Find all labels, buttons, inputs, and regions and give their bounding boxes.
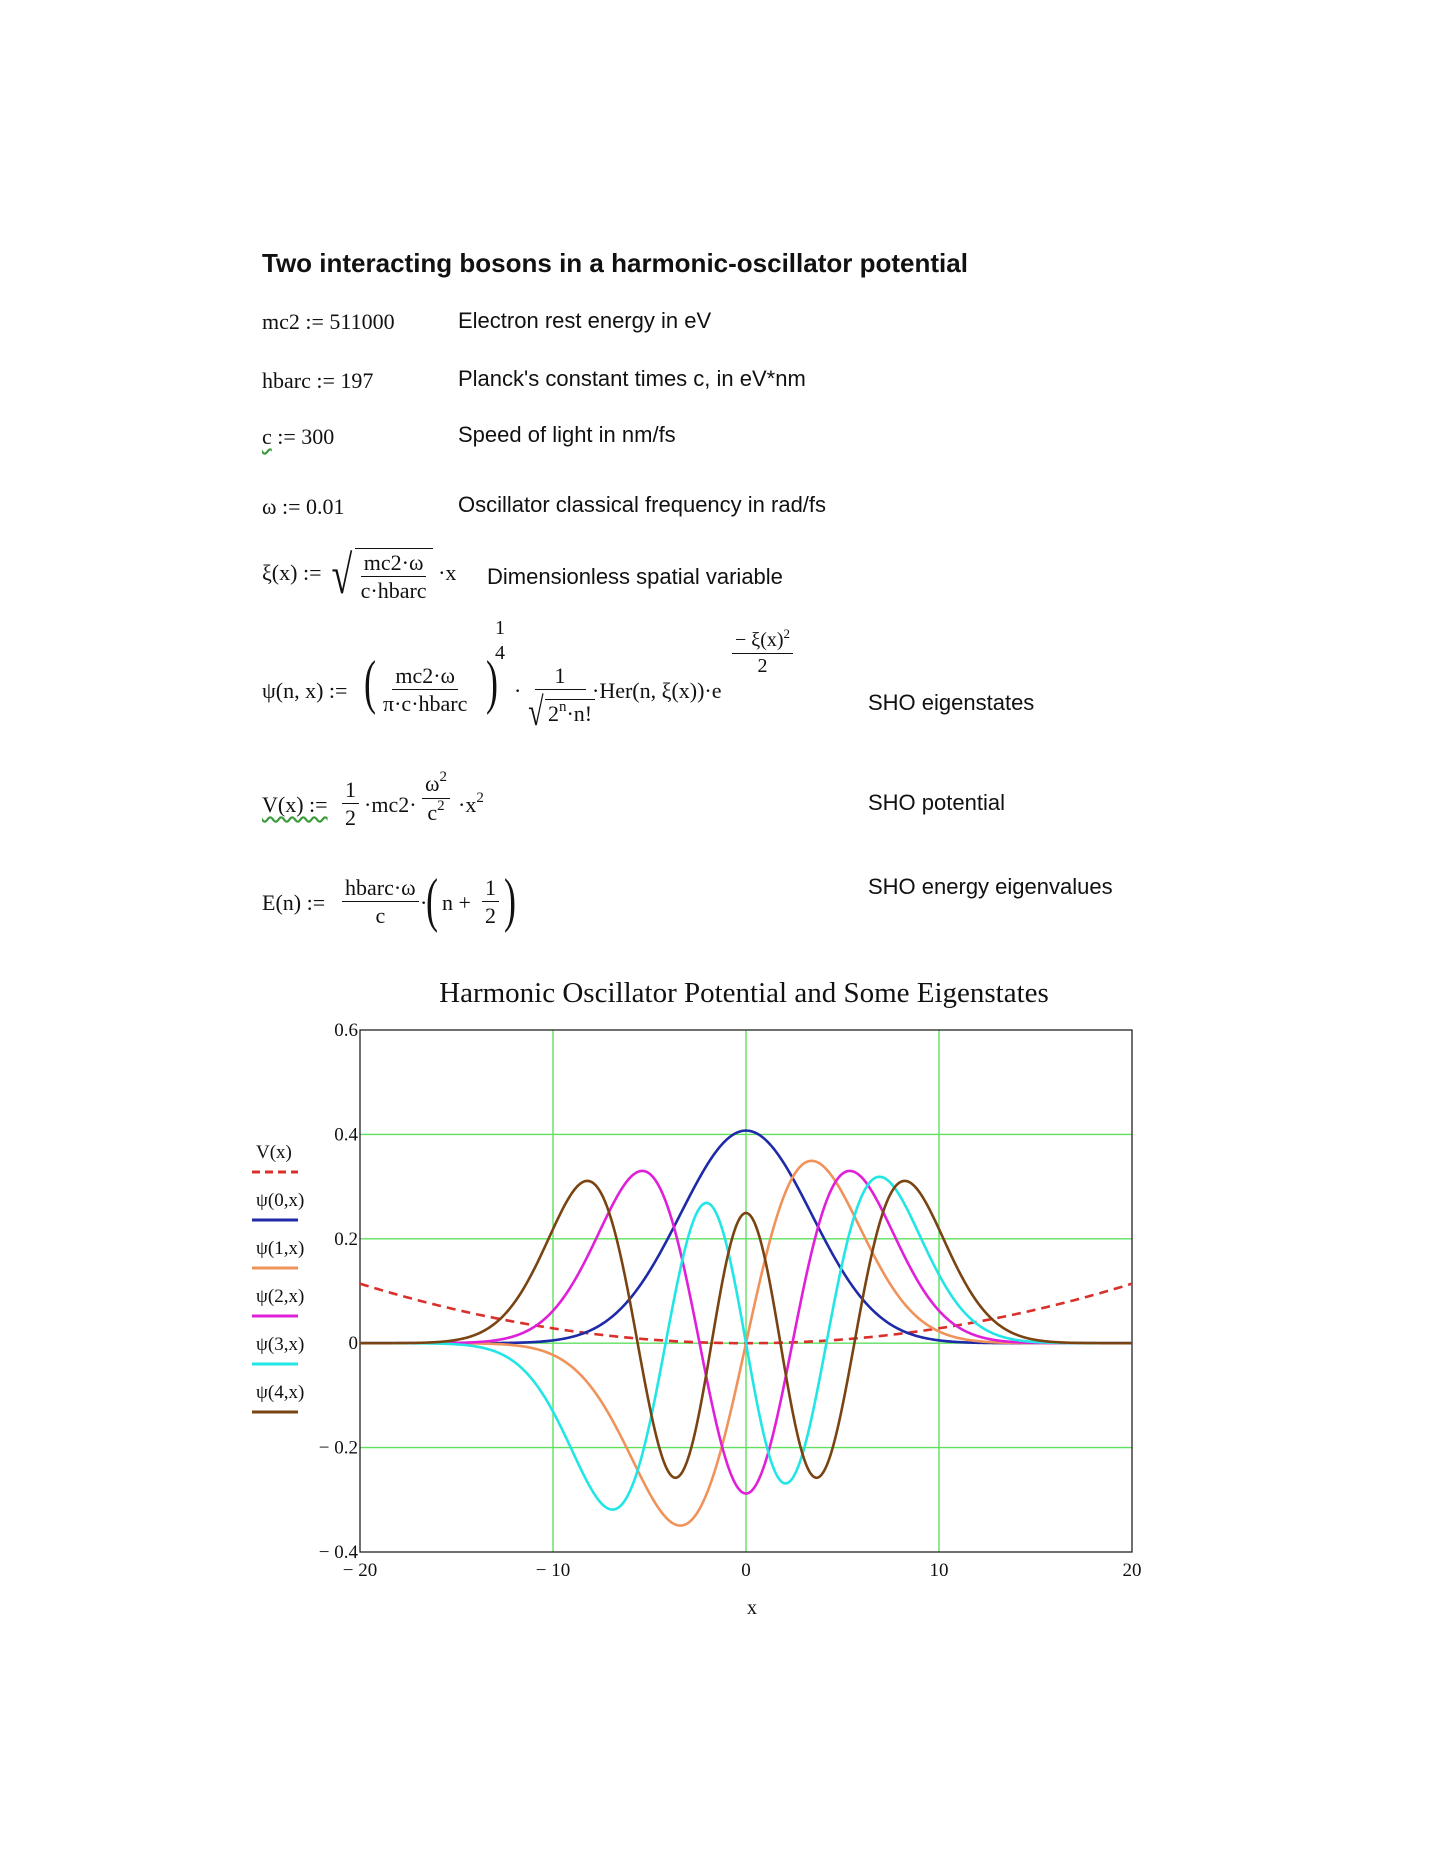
- formula-psi-lhs: ψ(n, x) :=: [262, 678, 348, 703]
- formula-psi-e-exp-num: − ξ(x): [735, 629, 784, 651]
- formula-energy-den: c: [375, 903, 386, 929]
- y-tick-label-4: 0.4: [334, 1124, 358, 1146]
- x-tick-label-1: − 10: [535, 1560, 571, 1581]
- def-hbarc-assign: :=: [316, 368, 335, 393]
- formula-xi-sqrt: √ $\frac{mc2\cdot\omega}{\text{c·hbarc}}$: [327, 548, 433, 602]
- desc-xi: Dimensionless spatial variable: [487, 564, 783, 589]
- formula-psi[interactable]: ψ(n, x) := ( mc2·ω π·c·hbarc ) 1 4 · 1 √ $2^n\cdot n$! ·Her(n, ξ(x))·e $\frac{- \xi(x)^2}{2}$: [262, 660, 822, 750]
- formula-psi-e-exp-sup: 2: [783, 626, 791, 641]
- def-c-lhs: c: [262, 424, 272, 449]
- formula-potential-mid: ·mc2·: [364, 792, 417, 817]
- formula-energy-paren-left: n +: [442, 890, 471, 915]
- y-tick-label-3: 0.2: [334, 1228, 358, 1250]
- formula-potential-w-den: c: [427, 799, 438, 825]
- def-omega-rhs: 0.01: [306, 494, 345, 519]
- formula-psi-den: π·c·hbarc: [383, 691, 468, 717]
- y-tick-label-1: − 0.2: [318, 1437, 358, 1459]
- formula-xi-num: mc2·ω: [361, 551, 427, 577]
- formula-psi-norm-rad: 2: [547, 700, 559, 726]
- def-omega-assign: :=: [281, 494, 301, 519]
- formula-psi-mid: ·Her(n, ξ(x))·e: [592, 678, 722, 703]
- x-tick-label-4: 20: [1122, 1560, 1142, 1581]
- formula-energy[interactable]: E(n) := hbarc·ω c · ( n + $\frac{1}{2}$ ): [262, 867, 516, 933]
- formula-potential-half-num: 1: [342, 778, 359, 804]
- formula-xi-tail: ·x: [438, 560, 457, 586]
- legend-label-1: ψ(0,x): [256, 1190, 305, 1211]
- y-tick-label-0: − 0.4: [318, 1542, 358, 1563]
- formula-psi-norm-num: 1: [535, 664, 586, 690]
- desc-potential: SHO potential: [868, 790, 1005, 815]
- x-axis-label: x: [747, 1597, 757, 1619]
- formula-potential-w-num: ω: [425, 771, 440, 796]
- def-mc2-lhs: mc2: [262, 309, 300, 334]
- formula-psi-num: mc2·ω: [392, 664, 458, 690]
- desc-c: Speed of light in nm/fs: [458, 422, 676, 447]
- formula-potential-w-den-sup: 2: [437, 797, 445, 814]
- y-tick-label-2: 0: [348, 1333, 358, 1355]
- legend-label-3: ψ(2,x): [256, 1286, 305, 1307]
- worksheet-title: Two interacting bosons in a harmonic-oscillator potential: [262, 248, 968, 278]
- formula-potential-lhs: V(x) :=: [262, 792, 328, 817]
- def-c-rhs: 300: [301, 424, 335, 449]
- chart-legend: [252, 1142, 304, 1412]
- formula-psi-norm-rad-tail: ·n!: [566, 700, 593, 726]
- formula-psi-e-exp-den: 2: [757, 655, 768, 677]
- formula-potential-tail-sup: 2: [476, 790, 484, 806]
- legend-label-0: V(x): [256, 1142, 292, 1163]
- def-mc2-assign: :=: [305, 309, 324, 334]
- formula-psi-exp-num: 1: [495, 617, 505, 639]
- chart-grid: [360, 1030, 1132, 1552]
- legend-label-5: ψ(4,x): [256, 1382, 305, 1403]
- x-tick-label-0: − 20: [342, 1560, 378, 1581]
- chart-ticks: [319, 1020, 1142, 1581]
- formula-psi-norm-den: √ $2^n\cdot n$!: [522, 690, 598, 732]
- x-tick-label-2: 0: [741, 1560, 751, 1581]
- formula-energy-lhs: E(n) :=: [262, 890, 326, 915]
- desc-energy: SHO energy eigenvalues: [868, 874, 1113, 899]
- formula-psi-norm-rad-sup: n: [558, 698, 567, 715]
- chart-title: Harmonic Oscillator Potential and Some Eigenstates: [439, 977, 1049, 1009]
- desc-mc2: Electron rest energy in eV: [458, 308, 712, 333]
- def-c-assign: :=: [277, 424, 296, 449]
- formula-energy-half-num: 1: [482, 876, 499, 902]
- formula-energy-num: hbarc·ω: [342, 876, 419, 902]
- legend-label-2: ψ(1,x): [256, 1238, 305, 1259]
- desc-hbarc: Planck's constant times c, in eV*nm: [458, 366, 806, 391]
- formula-potential-half-den: 2: [345, 805, 356, 831]
- def-mc2-rhs: 511000: [329, 309, 395, 334]
- desc-omega: Oscillator classical frequency in rad/fs: [458, 492, 827, 517]
- desc-psi: SHO eigenstates: [868, 690, 1035, 715]
- def-hbarc-rhs: 197: [340, 368, 374, 393]
- formula-xi-den: c·hbarc: [360, 578, 427, 604]
- formula-energy-half-den: 2: [485, 903, 496, 929]
- y-tick-label-5: 0.6: [334, 1020, 358, 1041]
- formula-potential-tail: ·x: [458, 792, 477, 817]
- x-tick-label-3: 10: [929, 1560, 949, 1581]
- formula-psi-exp-den: 4: [495, 642, 505, 664]
- formula-potential-w-sup: 2: [439, 769, 447, 785]
- def-hbarc-lhs: hbarc: [262, 368, 311, 393]
- def-omega-lhs: ω: [262, 494, 277, 519]
- legend-label-4: ψ(3,x): [256, 1334, 305, 1355]
- formula-xi-lhs: ξ(x) :=: [262, 560, 322, 586]
